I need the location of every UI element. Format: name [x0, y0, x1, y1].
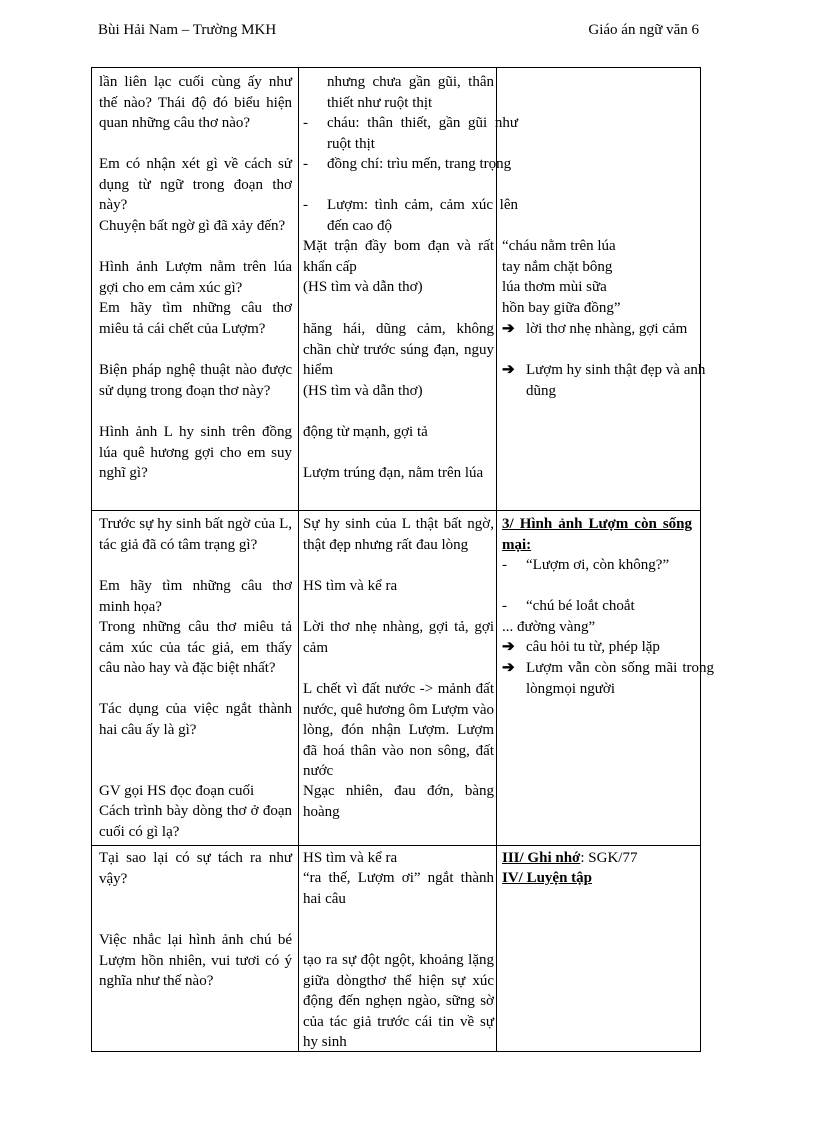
answer: HS tìm và kể ra	[303, 578, 398, 594]
question: Cách trình bày dòng thơ ở đoạn cuối có gì lạ?	[99, 803, 292, 840]
arrow-icon: ➔	[502, 321, 515, 337]
answer: Mặt trận đầy bom đạn và rất khẩn cấp	[303, 238, 494, 275]
questions-column	[92, 68, 299, 1051]
poem-line: hồn bay giữa đồng”	[502, 300, 621, 316]
arrow-note: ➔ lời thơ nhẹ nhàng, gợi cảm	[502, 319, 714, 340]
header-author: Bùi Hải Nam – Trường MKH	[98, 22, 277, 38]
answer-bullet: - đồng chí: trìu mến, trang trọng	[303, 154, 518, 175]
question: Chuyện bất ngờ gì đã xảy đến?	[99, 218, 286, 234]
answer: (HS tìm và dẫn thơ)	[303, 279, 423, 295]
poem-line: lúa thơm mùi sữa	[502, 279, 607, 295]
dash-marker: -	[502, 598, 507, 614]
notes-column	[497, 68, 714, 1051]
question: Em có nhận xét gì về cách sử dụng từ ngữ trong đoạn thơ này?	[99, 156, 292, 213]
answers-column	[299, 68, 518, 1051]
question: Trước sự hy sinh bất ngờ của L, tác giả đã có tâm trạng gì?	[99, 516, 292, 553]
answer: Lượm trúng đạn, nằm trên lúa	[303, 465, 484, 481]
answer: “ra thế, Lượm ơi” ngắt thành hai câu	[303, 870, 494, 907]
answer: Sự hy sinh của L thật bất ngờ, thật đẹp nhưng rất đau lòng	[303, 516, 494, 553]
note-bullet: - “Lượm ơi, còn không?”	[502, 555, 714, 576]
dash-marker: -	[303, 197, 308, 213]
answer: (HS tìm và dẫn thơ)	[303, 383, 423, 399]
question: Trong những câu thơ miêu tả cảm xúc của tác giả, em thấy câu nào hay và đặc biệt nhất?	[99, 619, 292, 676]
lesson-table	[91, 67, 714, 1052]
question: Em hãy tìm những câu thơ miêu tả cái chết của Lượm?	[99, 300, 292, 337]
question: Biện pháp nghệ thuật nào được sử dụng trong đoạn thơ này?	[99, 362, 292, 399]
note-bullet: - “chú bé loắt choắt	[502, 596, 714, 617]
answer: nhưng chưa gần gũi, thân thiết như ruột thịt	[327, 74, 494, 111]
question: GV gọi HS đọc đoạn cuối	[99, 783, 255, 799]
question: Tại sao lại có sự tách ra như vậy?	[99, 850, 292, 887]
question: Em hãy tìm những câu thơ minh họa?	[99, 578, 292, 615]
poem-line: tay nắm chặt bông	[502, 259, 613, 275]
question: lần liên lạc cuối cùng ấy như thế nào? Thái độ đó biểu hiện quan những câu thơ nào?	[99, 74, 292, 131]
answer: L chết vì đất nước -> mảnh đất nước, quê hương ôm Lượm vào lòng, đón nhận Lượm. Lượm đã hoá thân vào non sông, đất nước	[303, 681, 494, 779]
section-heading: 3/ Hình ảnh Lượm còn sống mại:	[502, 516, 692, 553]
poem-line: ... đường vàng”	[502, 619, 596, 635]
page-header	[98, 22, 699, 42]
section-heading-luyen-tap: IV/ Luyện tập	[502, 870, 593, 886]
arrow-note: ➔ Lượm vẫn còn sống mãi trong lòngmọi người	[502, 660, 714, 697]
header-subject: Giáo án ngữ văn 6	[588, 22, 699, 38]
answer-bullet: - Lượm: tình cảm, cảm xúc lên đến cao độ	[303, 197, 518, 234]
answer: động từ mạnh, gợi tả	[303, 424, 428, 440]
arrow-note: ➔ Lượm hy sinh thật đẹp và anh dũng	[502, 362, 706, 399]
question: Hình ảnh L hy sinh trên đồng lúa quê hương gợi cho em suy nghĩ gì?	[99, 424, 292, 481]
section-heading-ghi-nho: III/ Ghi nhớ: SGK/77	[502, 850, 638, 866]
answer: Lời thơ nhẹ nhàng, gợi tả, gợi cảm	[303, 619, 494, 656]
poem-line: “cháu nằm trên lúa	[502, 238, 616, 254]
arrow-icon: ➔	[502, 362, 515, 378]
dash-marker: -	[303, 156, 308, 172]
question: Việc nhắc lại hình ảnh chú bé Lượm hồn nhiên, vui tươi có ý nghĩa như thế nào?	[99, 932, 292, 989]
answer: Ngạc nhiên, đau đớn, bàng hoàng	[303, 783, 494, 820]
dash-marker: -	[303, 115, 308, 131]
arrow-icon: ➔	[502, 639, 515, 655]
question: Tác dụng của việc ngắt thành hai câu ấy là gì?	[99, 701, 292, 738]
dash-marker: -	[502, 557, 507, 573]
arrow-icon: ➔	[502, 660, 515, 676]
answer: hăng hái, dũng cảm, không chần chừ trước súng đạn, nguy hiểm	[303, 321, 494, 378]
question: Hình ảnh Lượm nằm trên lúa gợi cho em cảm xúc gì?	[99, 259, 292, 296]
arrow-note: ➔ câu hỏi tu từ, phép lặp	[502, 637, 714, 658]
answer: tạo ra sự đột ngột, khoảng lặng giữa dòngthơ thể hiện sự xúc động đến nghẹn ngào, sững sờ của tác giả trước cái tin về sự hy sinh	[303, 952, 494, 1050]
answer: HS tìm và kể ra	[303, 850, 398, 866]
answer-bullet: - cháu: thân thiết, gần gũi như ruột thịt	[303, 115, 518, 152]
